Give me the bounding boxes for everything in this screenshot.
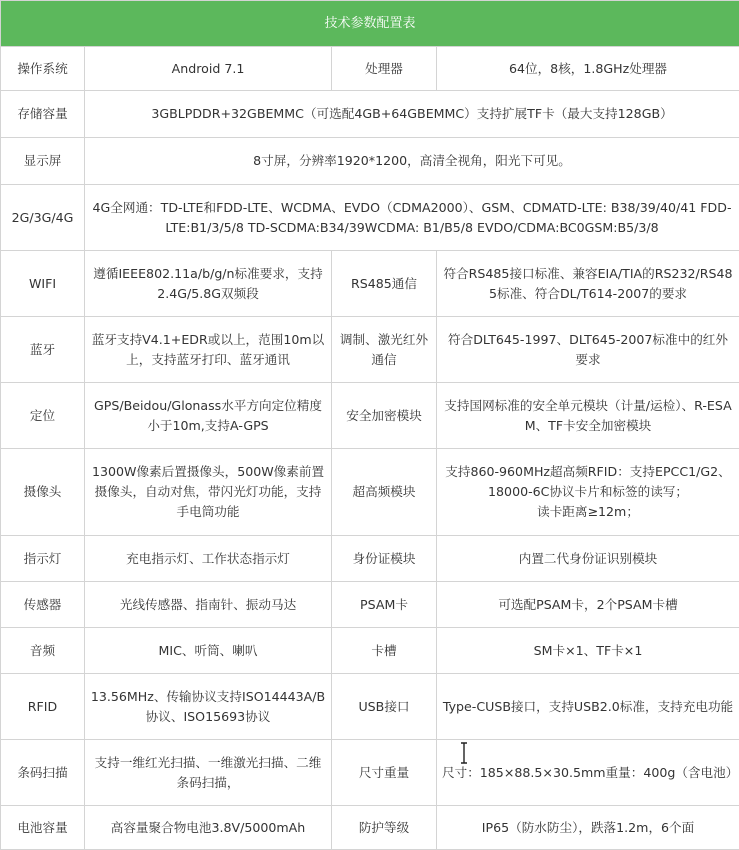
row-label-2: 处理器 bbox=[332, 47, 437, 91]
uhf-desc: 支持860-960MHz超高频RFID：支持EPCC1/G2、18000-6C协议卡片和标签的读写； bbox=[445, 464, 730, 499]
row-label: 摄像头 bbox=[1, 449, 85, 536]
row-value: 光线传感器、指南针、振动马达 bbox=[85, 582, 332, 628]
row-value: 4G全网通：TD-LTE和FDD-LTE、WCDMA、EVDO（CDMA2000）、GSM、CDMATD-LTE: B38/39/40/41 FDD-LTE:B1/3/5/8 TD-SCDMA:B34/39WCDMA: B1/B5/8 EVDO/CDMA:BC0GSM:B5/3/8 bbox=[85, 185, 739, 251]
row-value-2: IP65（防水防尘），跌落1.2m，6个面 bbox=[437, 806, 739, 850]
row-value-2 bbox=[437, 449, 739, 536]
row-label: 音频 bbox=[1, 628, 85, 674]
row-label-2: 调制、激光红外通信 bbox=[332, 317, 437, 383]
row-label-2: 超高频模块 bbox=[332, 449, 437, 536]
row-value: GPS/Beidou/Glonass水平方向定位精度小于10m,支持A-GPS bbox=[85, 383, 332, 449]
row-value-2: SM卡×1、TF卡×1 bbox=[437, 628, 739, 674]
uhf-read-range: 读卡距离≥12m； bbox=[537, 504, 639, 519]
row-value: 8寸屏，分辨率1920*1200，高清全视角，阳光下可见。 bbox=[85, 138, 739, 185]
row-value-2: 符合DLT645-1997、DLT645-2007标准中的红外要求 bbox=[437, 317, 739, 383]
row-label-2: 安全加密模块 bbox=[332, 383, 437, 449]
row-label-2: 防护等级 bbox=[332, 806, 437, 850]
table-row bbox=[1, 740, 739, 806]
title-row bbox=[1, 1, 739, 47]
row-value: MIC、听筒、喇叭 bbox=[85, 628, 332, 674]
row-label: 操作系统 bbox=[1, 47, 85, 91]
row-value-2: 支持国网标准的安全单元模块（计量/运检）、R-ESAM、TF卡安全加密模块 bbox=[437, 383, 739, 449]
row-value: 蓝牙支持V4.1+EDR或以上，范围10m以上，支持蓝牙打印、蓝牙通讯 bbox=[85, 317, 332, 383]
row-value: 充电指示灯、工作状态指示灯 bbox=[85, 536, 332, 582]
table-row bbox=[1, 47, 739, 91]
row-label: 传感器 bbox=[1, 582, 85, 628]
table-row bbox=[1, 674, 739, 740]
row-label: 电池容量 bbox=[1, 806, 85, 850]
row-label: WIFI bbox=[1, 251, 85, 317]
row-label: 定位 bbox=[1, 383, 85, 449]
row-label: 条码扫描 bbox=[1, 740, 85, 806]
table-row bbox=[1, 536, 739, 582]
table-row bbox=[1, 449, 739, 536]
row-value: 1300W像素后置摄像头，500W像素前置摄像头，自动对焦，带闪光灯功能，支持手电筒功能 bbox=[85, 449, 332, 536]
table-row bbox=[1, 806, 739, 850]
table-row bbox=[1, 138, 739, 185]
row-label: RFID bbox=[1, 674, 85, 740]
row-value-2: 符合RS485接口标准、兼容EIA/TIA的RS232/RS485标准、符合DL/T614-2007的要求 bbox=[437, 251, 739, 317]
table-row bbox=[1, 251, 739, 317]
row-value: Android 7.1 bbox=[85, 47, 332, 91]
row-label-2: USB接口 bbox=[332, 674, 437, 740]
row-label-2: 身份证模块 bbox=[332, 536, 437, 582]
row-label-2: PSAM卡 bbox=[332, 582, 437, 628]
row-label-2: 尺寸重量 bbox=[332, 740, 437, 806]
row-value: 13.56MHz、传输协议支持ISO14443A/B协议、ISO15693协议 bbox=[85, 674, 332, 740]
table-row bbox=[1, 582, 739, 628]
row-label: 蓝牙 bbox=[1, 317, 85, 383]
row-value: 高容量聚合物电池3.8V/5000mAh bbox=[85, 806, 332, 850]
row-label-2: 卡槽 bbox=[332, 628, 437, 674]
table-row bbox=[1, 383, 739, 449]
table-row bbox=[1, 317, 739, 383]
table-title: 技术参数配置表 bbox=[1, 1, 739, 47]
table-row bbox=[1, 185, 739, 251]
table-row bbox=[1, 628, 739, 674]
row-value-2: 可选配PSAM卡，2个PSAM卡槽 bbox=[437, 582, 739, 628]
row-value-2: 尺寸：185×88.5×30.5mm重量：400g（含电池） bbox=[437, 740, 739, 806]
row-label: 显示屏 bbox=[1, 138, 85, 185]
row-label: 2G/3G/4G bbox=[1, 185, 85, 251]
row-value-2: 内置二代身份证识别模块 bbox=[437, 536, 739, 582]
text-cursor-icon bbox=[459, 742, 469, 764]
row-value: 支持一维红光扫描、一维激光扫描、二维条码扫描， bbox=[85, 740, 332, 806]
row-label: 存储容量 bbox=[1, 91, 85, 138]
row-value: 遵循IEEE802.11a/b/g/n标准要求，支持2.4G/5.8G双频段 bbox=[85, 251, 332, 317]
row-value-2: Type-CUSB接口，支持USB2.0标准，支持充电功能 bbox=[437, 674, 739, 740]
table-row bbox=[1, 91, 739, 138]
row-label: 指示灯 bbox=[1, 536, 85, 582]
row-value: 3GBLPDDR+32GBEMMC（可选配4GB+64GBEMMC）支持扩展TF卡（最大支持128GB） bbox=[85, 91, 739, 138]
row-value-2: 64位，8核，1.8GHz处理器 bbox=[437, 47, 739, 91]
row-label-2: RS485通信 bbox=[332, 251, 437, 317]
